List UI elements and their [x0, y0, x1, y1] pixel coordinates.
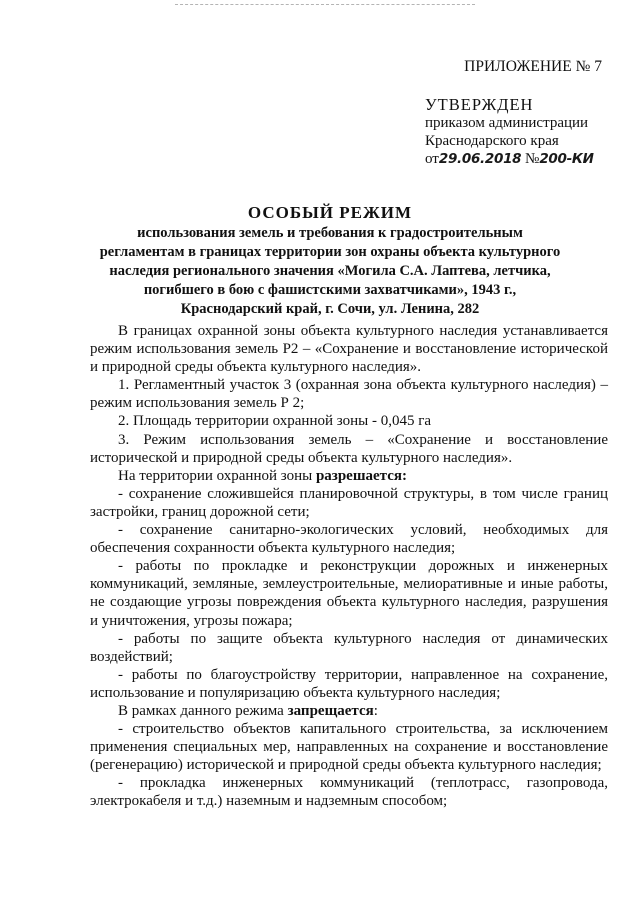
- title-main: ОСОБЫЙ РЕЖИМ: [247, 203, 413, 222]
- approved-by-line-2: Краснодарского края: [425, 133, 559, 149]
- handwritten-date: 29.06.2018: [438, 151, 522, 167]
- intro-paragraph: В границах охранной зоны объекта культурного наследия устанавливается режим использования земель Р2 – «Сохранение и восстановление исторической и природной среды объекта культурного наследия».: [90, 323, 608, 376]
- allowed-item: - работы по защите объекта культурного наследия от динамических воздействий;: [90, 630, 608, 665]
- item-2: 2. Площадь территории охранной зоны - 0,045 га: [118, 413, 432, 430]
- document-body: [90, 322, 608, 811]
- approval-block: [425, 96, 635, 168]
- allowed-heading: [90, 467, 608, 485]
- appendix-number: ПРИЛОЖЕНИЕ № 7: [464, 58, 602, 75]
- approved-heading: УТВЕРЖДЕН: [425, 95, 534, 114]
- scan-artifact-line: [175, 4, 475, 5]
- prohibited-heading: [90, 702, 608, 720]
- approval-date-line: [425, 150, 635, 168]
- title-subtitle: использования земель и требования к градостроительным регламентам в границах территории зон охраны объекта культурного наследия регионального значения «Могила С.А. Лаптева, летчика, погибшего в бою с фашистскими захватчиками», 1943 г., Краснодарский край, г. Сочи, ул. Ленина, 282: [99, 225, 561, 317]
- item-3: 3. Режим использования земель – «Сохранение и восстановление исторической и природной среды объекта культурного наследия».: [90, 431, 608, 466]
- prohibited-item: - прокладка инженерных коммуникаций (теплотрасс, газопровода, электрокабеля и т.д.) наземным и надземным способом;: [90, 775, 608, 810]
- allowed-bold: разрешается:: [315, 467, 407, 484]
- number-prefix: №: [525, 151, 540, 167]
- date-prefix: от: [425, 151, 439, 167]
- allowed-item: - работы по благоустройству территории, направленное на сохранение, использование и популяризацию объекта культурного наследия;: [90, 666, 608, 701]
- prohibited-suffix: :: [373, 702, 378, 719]
- item-1: 1. Регламентный участок 3 (охранная зона объекта культурного наследия) – режим использования земель Р 2;: [90, 377, 608, 412]
- allowed-item: - сохранение санитарно-экологических условий, необходимых для обеспечения сохранности объекта культурного наследия;: [90, 522, 608, 557]
- handwritten-number: 200-КИ: [539, 151, 594, 167]
- allowed-prefix: На территории охранной зоны: [118, 467, 316, 484]
- allowed-item: - работы по прокладке и реконструкции дорожных и инженерных коммуникаций, земляные, землеустроительные, мелиоративные и иные работы, не создающие угрозы повреждения объекта культурного наследия, разрушения и уничтожения, угрозы пожара;: [90, 558, 608, 629]
- prohibited-item: - строительство объектов капитального строительства, за исключением применения специальных мер, направленных на сохранение и восстановление (регенерацию) исторической и природной среды объекта культурного наследия;: [90, 721, 608, 774]
- approved-by-line-1: приказом администрации: [425, 115, 589, 131]
- prohibited-prefix: В рамках данного режима: [118, 702, 288, 719]
- prohibited-bold: запрещается: [287, 702, 374, 719]
- document-title: [95, 202, 565, 319]
- allowed-item: - сохранение сложившейся планировочной структуры, в том числе границ застройки, границ дорожной сети;: [90, 485, 608, 520]
